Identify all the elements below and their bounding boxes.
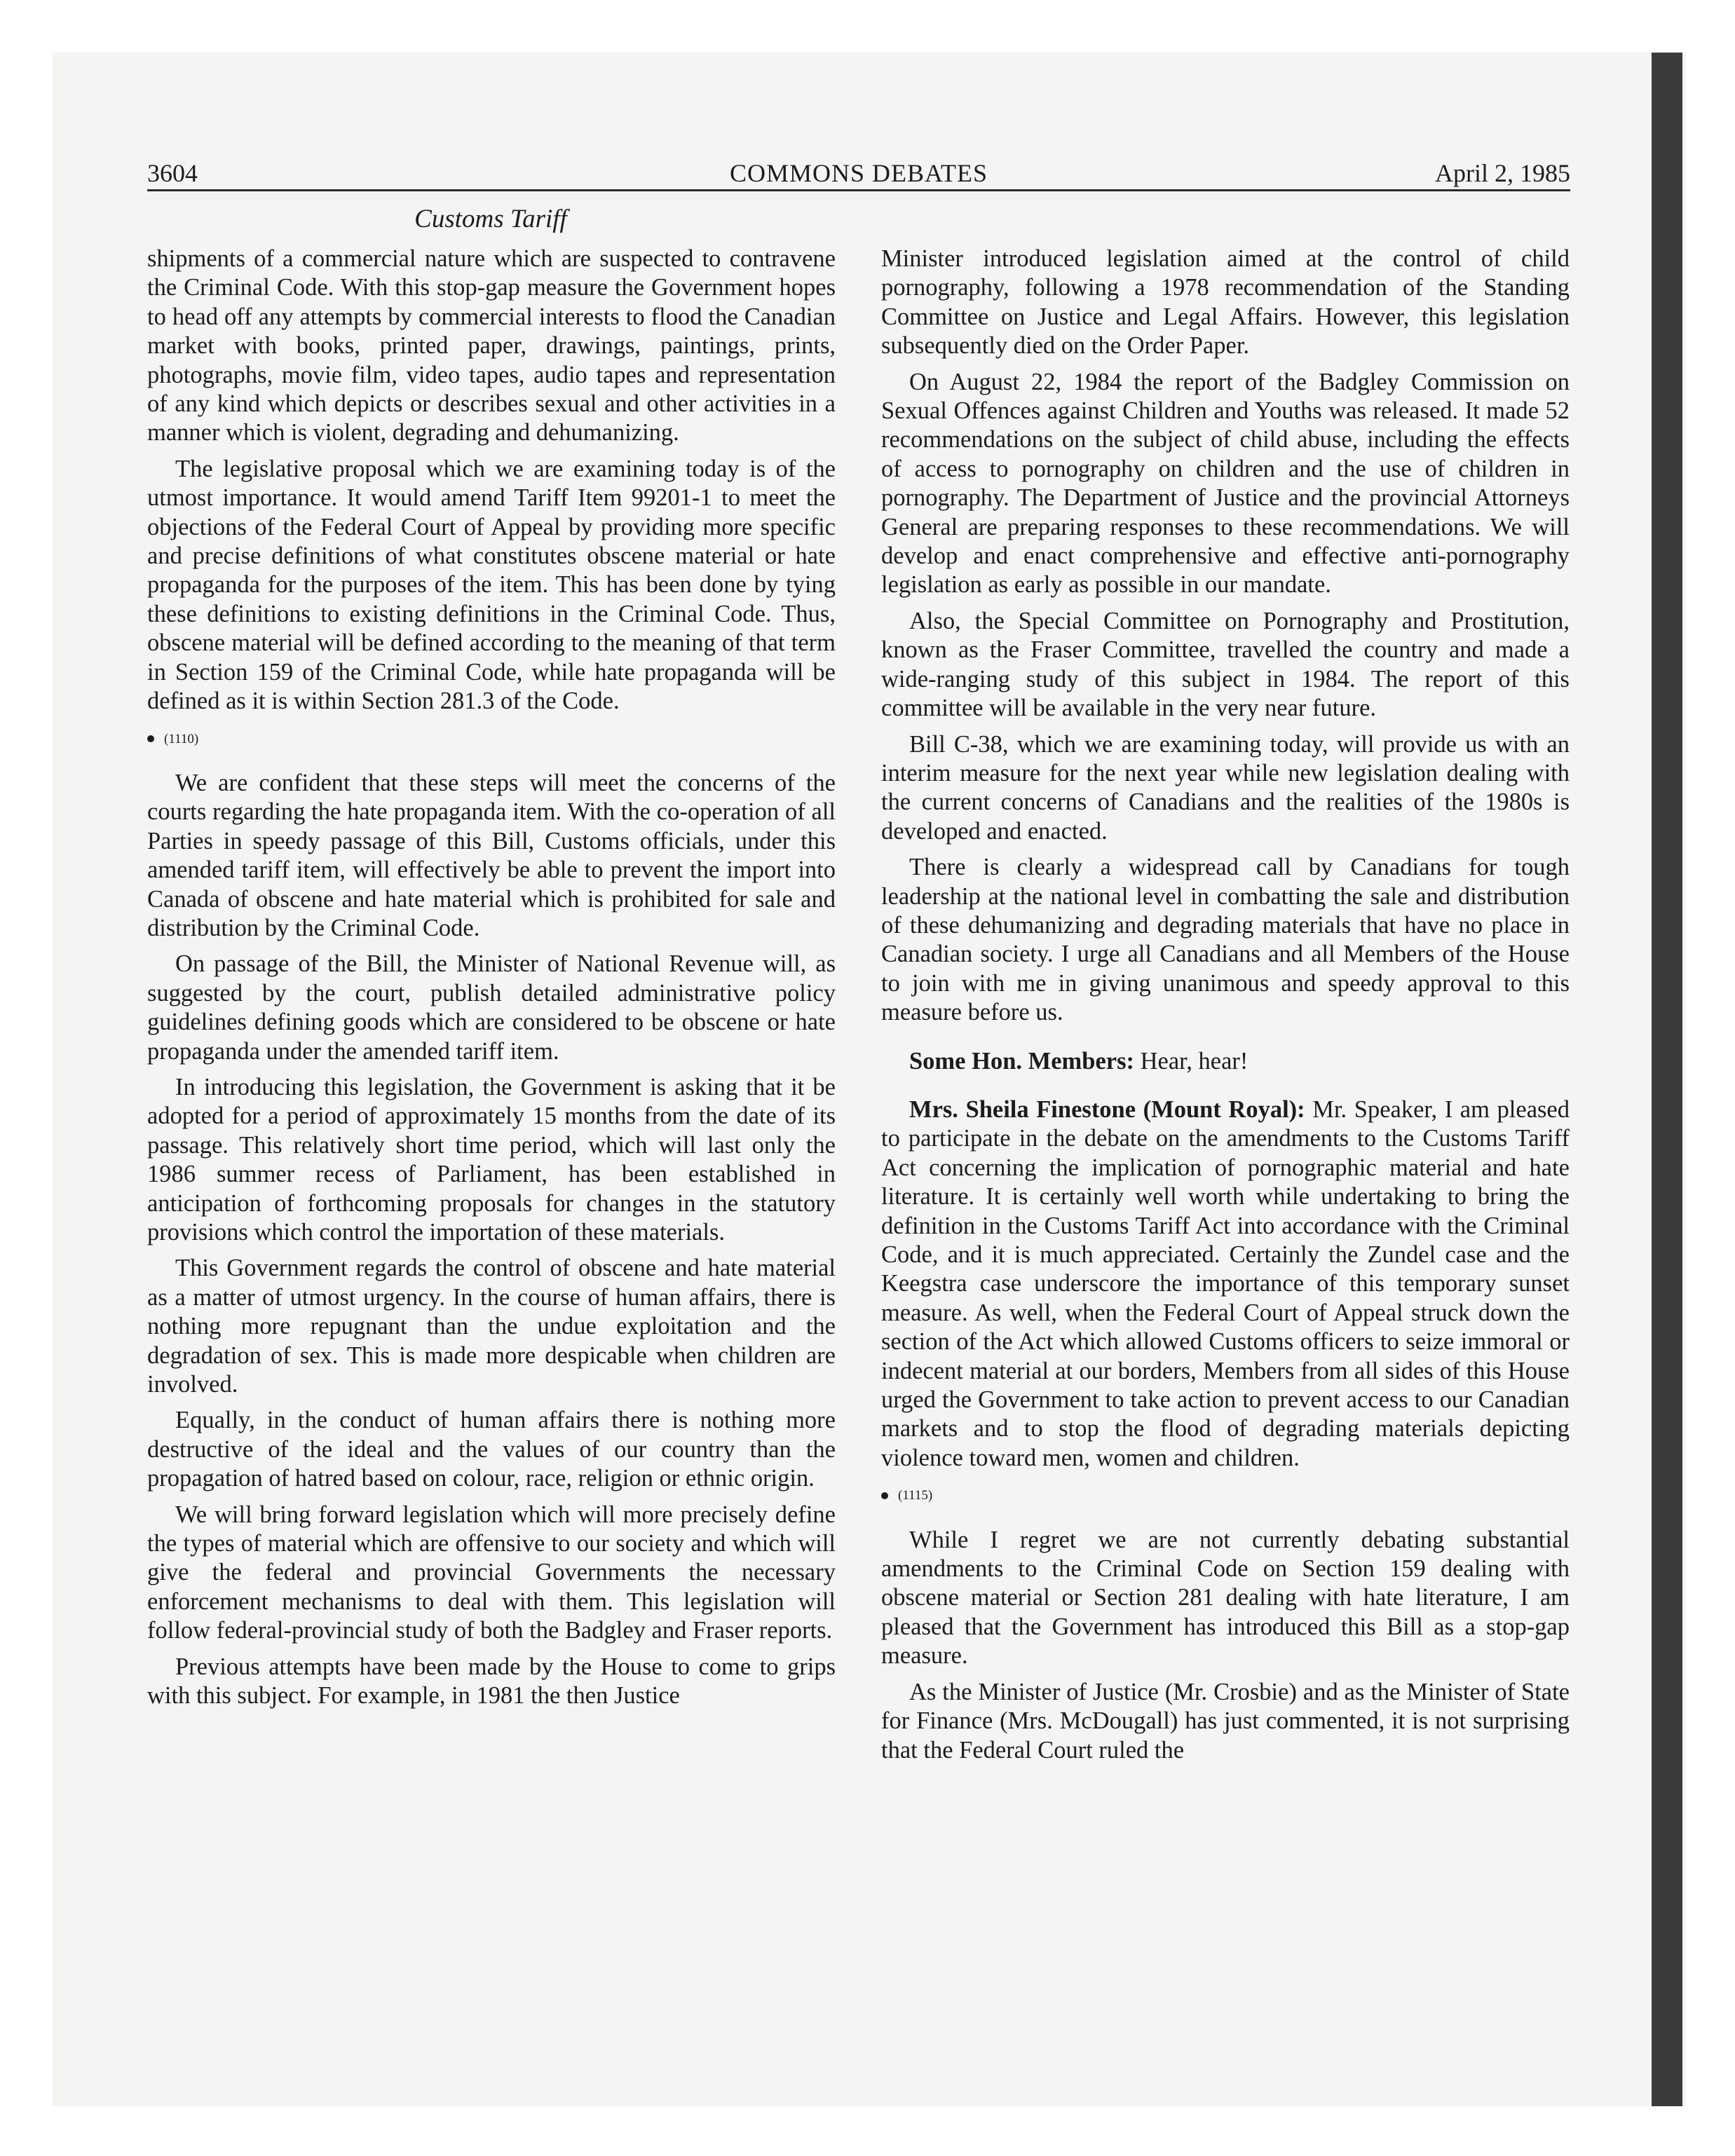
paragraph: We will bring forward legislation which will more precisely define the types of material which are offensive to our society and which will give the federal and provincial Governments the necessary enforcement mechanisms to deal with them. This legislation will follow federal-provincial study of both the Badgley and Fraser reports. — [147, 1501, 836, 1644]
time-marker — [147, 725, 836, 753]
speech-text: Mr. Speaker, I am pleased to participate in the debate on the amendments to the Customs Tariff Act concerning the implication of pornographic material and hate literature. It is certainly well worth while undertaking to bring the definition in the Customs Tariff Act into accordance with the Criminal Code, and it is much appreciated. Certainly the Zundel case and the Keegstra case underscore the importance of this temporary sunset measure. As well, when the Federal Court of Appeal struck down the section of the Act which allowed Customs officers to seize immoral or indecent material at our borders, Members from all sides of this House urged the Government to take action to prevent access to our Canadian markets and to stop the flood of degrading materials depicting violence toward men, women and children. — [881, 1096, 1570, 1471]
time-marker-label: (1110) — [164, 731, 199, 746]
paragraph: Equally, in the conduct of human affairs there is nothing more destructive of the ideal and the values of our country than the propagation of hatred based on colour, race, religion or ethnic origin. — [147, 1407, 836, 1492]
speaker-name: Mrs. Sheila Finestone (Mount Royal): — [909, 1096, 1305, 1123]
bullet-icon — [881, 1492, 888, 1499]
paragraph: We are confident that these steps will meet the concerns of the courts regarding the hate propaganda item. With the co-operation of all Parties in speedy passage of this Bill, Customs officials, under this amended tariff item, will effectively be able to prevent the import into Canada of obscene and hate material which is prohibited for sale and distribution by the Criminal Code. — [147, 769, 836, 941]
time-marker-label: (1115) — [898, 1488, 933, 1503]
speech-paragraph — [881, 1096, 1570, 1473]
speech-interjection — [881, 1047, 1570, 1076]
publication-date: April 2, 1985 — [1435, 159, 1570, 187]
scan-edge-bar — [1652, 53, 1682, 2106]
paragraph: On August 22, 1984 the report of the Badgley Commission on Sexual Offences against Children and Youths was released. It made 52 recommendations on the subject of child abuse, including the effects of access to pornography on children and the use of children in pornography. The Department of Justice and the provincial Attorneys General are preparing responses to these recommendations. We will develop and enact comprehensive and effective anti-pornography legislation as early as possible in our mandate. — [881, 368, 1570, 599]
paragraph: On passage of the Bill, the Minister of National Revenue will, as suggested by the court, publish detailed administrative policy guidelines defining goods which are considered to be obscene or hate propaganda under the amended tariff item. — [147, 950, 836, 1065]
paragraph: In introducing this legislation, the Government is asking that it be adopted for a period of approximately 15 months from the date of its passage. This relatively short time period, which will last only the 1986 summer recess of Parliament, has been established in anticipation of forthcoming proposals for changes in the statutory provisions which control the importation of these materials. — [147, 1073, 836, 1246]
time-marker — [881, 1481, 1570, 1510]
page-number: 3604 — [147, 159, 198, 187]
speech-text: Hear, hear! — [1140, 1047, 1248, 1074]
right-column — [881, 245, 1570, 1772]
paragraph: The legislative proposal which we are examining today is of the utmost importance. It would amend Tariff Item 99201-1 to meet the objections of the Federal Court of Appeal by providing more specific and precise definitions of what constitutes obscene material or hate propaganda for the purposes of the item. This has been done by tying these definitions to existing definitions in the Criminal Code. Thus, obscene material will be defined according to the meaning of that term in Section 159 of the Criminal Code, while hate propaganda will be defined as it is within Section 281.3 of the Code. — [147, 455, 836, 715]
bullet-icon — [147, 735, 154, 742]
paragraph: Minister introduced legislation aimed at the control of child pornography, following a 1978 recommendation of the Standing Committee on Justice and Legal Affairs. However, this legislation subsequently died on the Order Paper. — [881, 245, 1570, 360]
running-title: Customs Tariff — [414, 205, 567, 233]
paragraph: While I regret we are not currently debating substantial amendments to the Criminal Code on Section 159 dealing with obscene material or Section 281 dealing with hate literature, I am pleased that the Government has introduced this Bill as a stop-gap measure. — [881, 1526, 1570, 1670]
publication-title: COMMONS DEBATES — [729, 159, 988, 187]
paragraph: There is clearly a widespread call by Canadians for tough leadership at the national level in combatting the sale and distribution of these dehumanizing and degrading materials that have no place in Canadian society. I urge all Canadians and all Members of the House to join with me in giving unanimous and speedy approval to this measure before us. — [881, 854, 1570, 1026]
paragraph: This Government regards the control of obscene and hate material as a matter of utmost urgency. In the course of human affairs, there is nothing more repugnant than the undue exploitation and the degradation of sex. This is made more despicable when children are involved. — [147, 1255, 836, 1398]
paragraph: Also, the Special Committee on Pornography and Prostitution, known as the Fraser Committee, travelled the country and made a wide-ranging study of this subject in 1984. The report of this committee will be available in the very near future. — [881, 607, 1570, 722]
speaker-name: Some Hon. Members: — [909, 1047, 1134, 1074]
left-column — [147, 245, 836, 1718]
paragraph: shipments of a commercial nature which are suspected to contravene the Criminal Code. With this stop-gap measure the Government hopes to head off any attempts by commercial interests to flood the Canadian market with books, printed paper, drawings, paintings, prints, photographs, movie film, video tapes, audio tapes and representation of any kind which depicts or describes sexual and other activities in a manner which is violent, degrading and dehumanizing. — [147, 245, 836, 446]
paragraph: Previous attempts have been made by the House to come to grips with this subject. For example, in 1981 the then Justice — [147, 1653, 836, 1710]
paragraph: Bill C-38, which we are examining today, will provide us with an interim measure for the next year while new legislation dealing with the current concerns of Canadians and the realities of the 1980s is developed and enacted. — [881, 730, 1570, 845]
page-header — [147, 157, 1570, 191]
paragraph: As the Minister of Justice (Mr. Crosbie) and as the Minister of State for Finance (Mrs. McDougall) has just commented, it is not surprising that the Federal Court ruled the — [881, 1678, 1570, 1763]
